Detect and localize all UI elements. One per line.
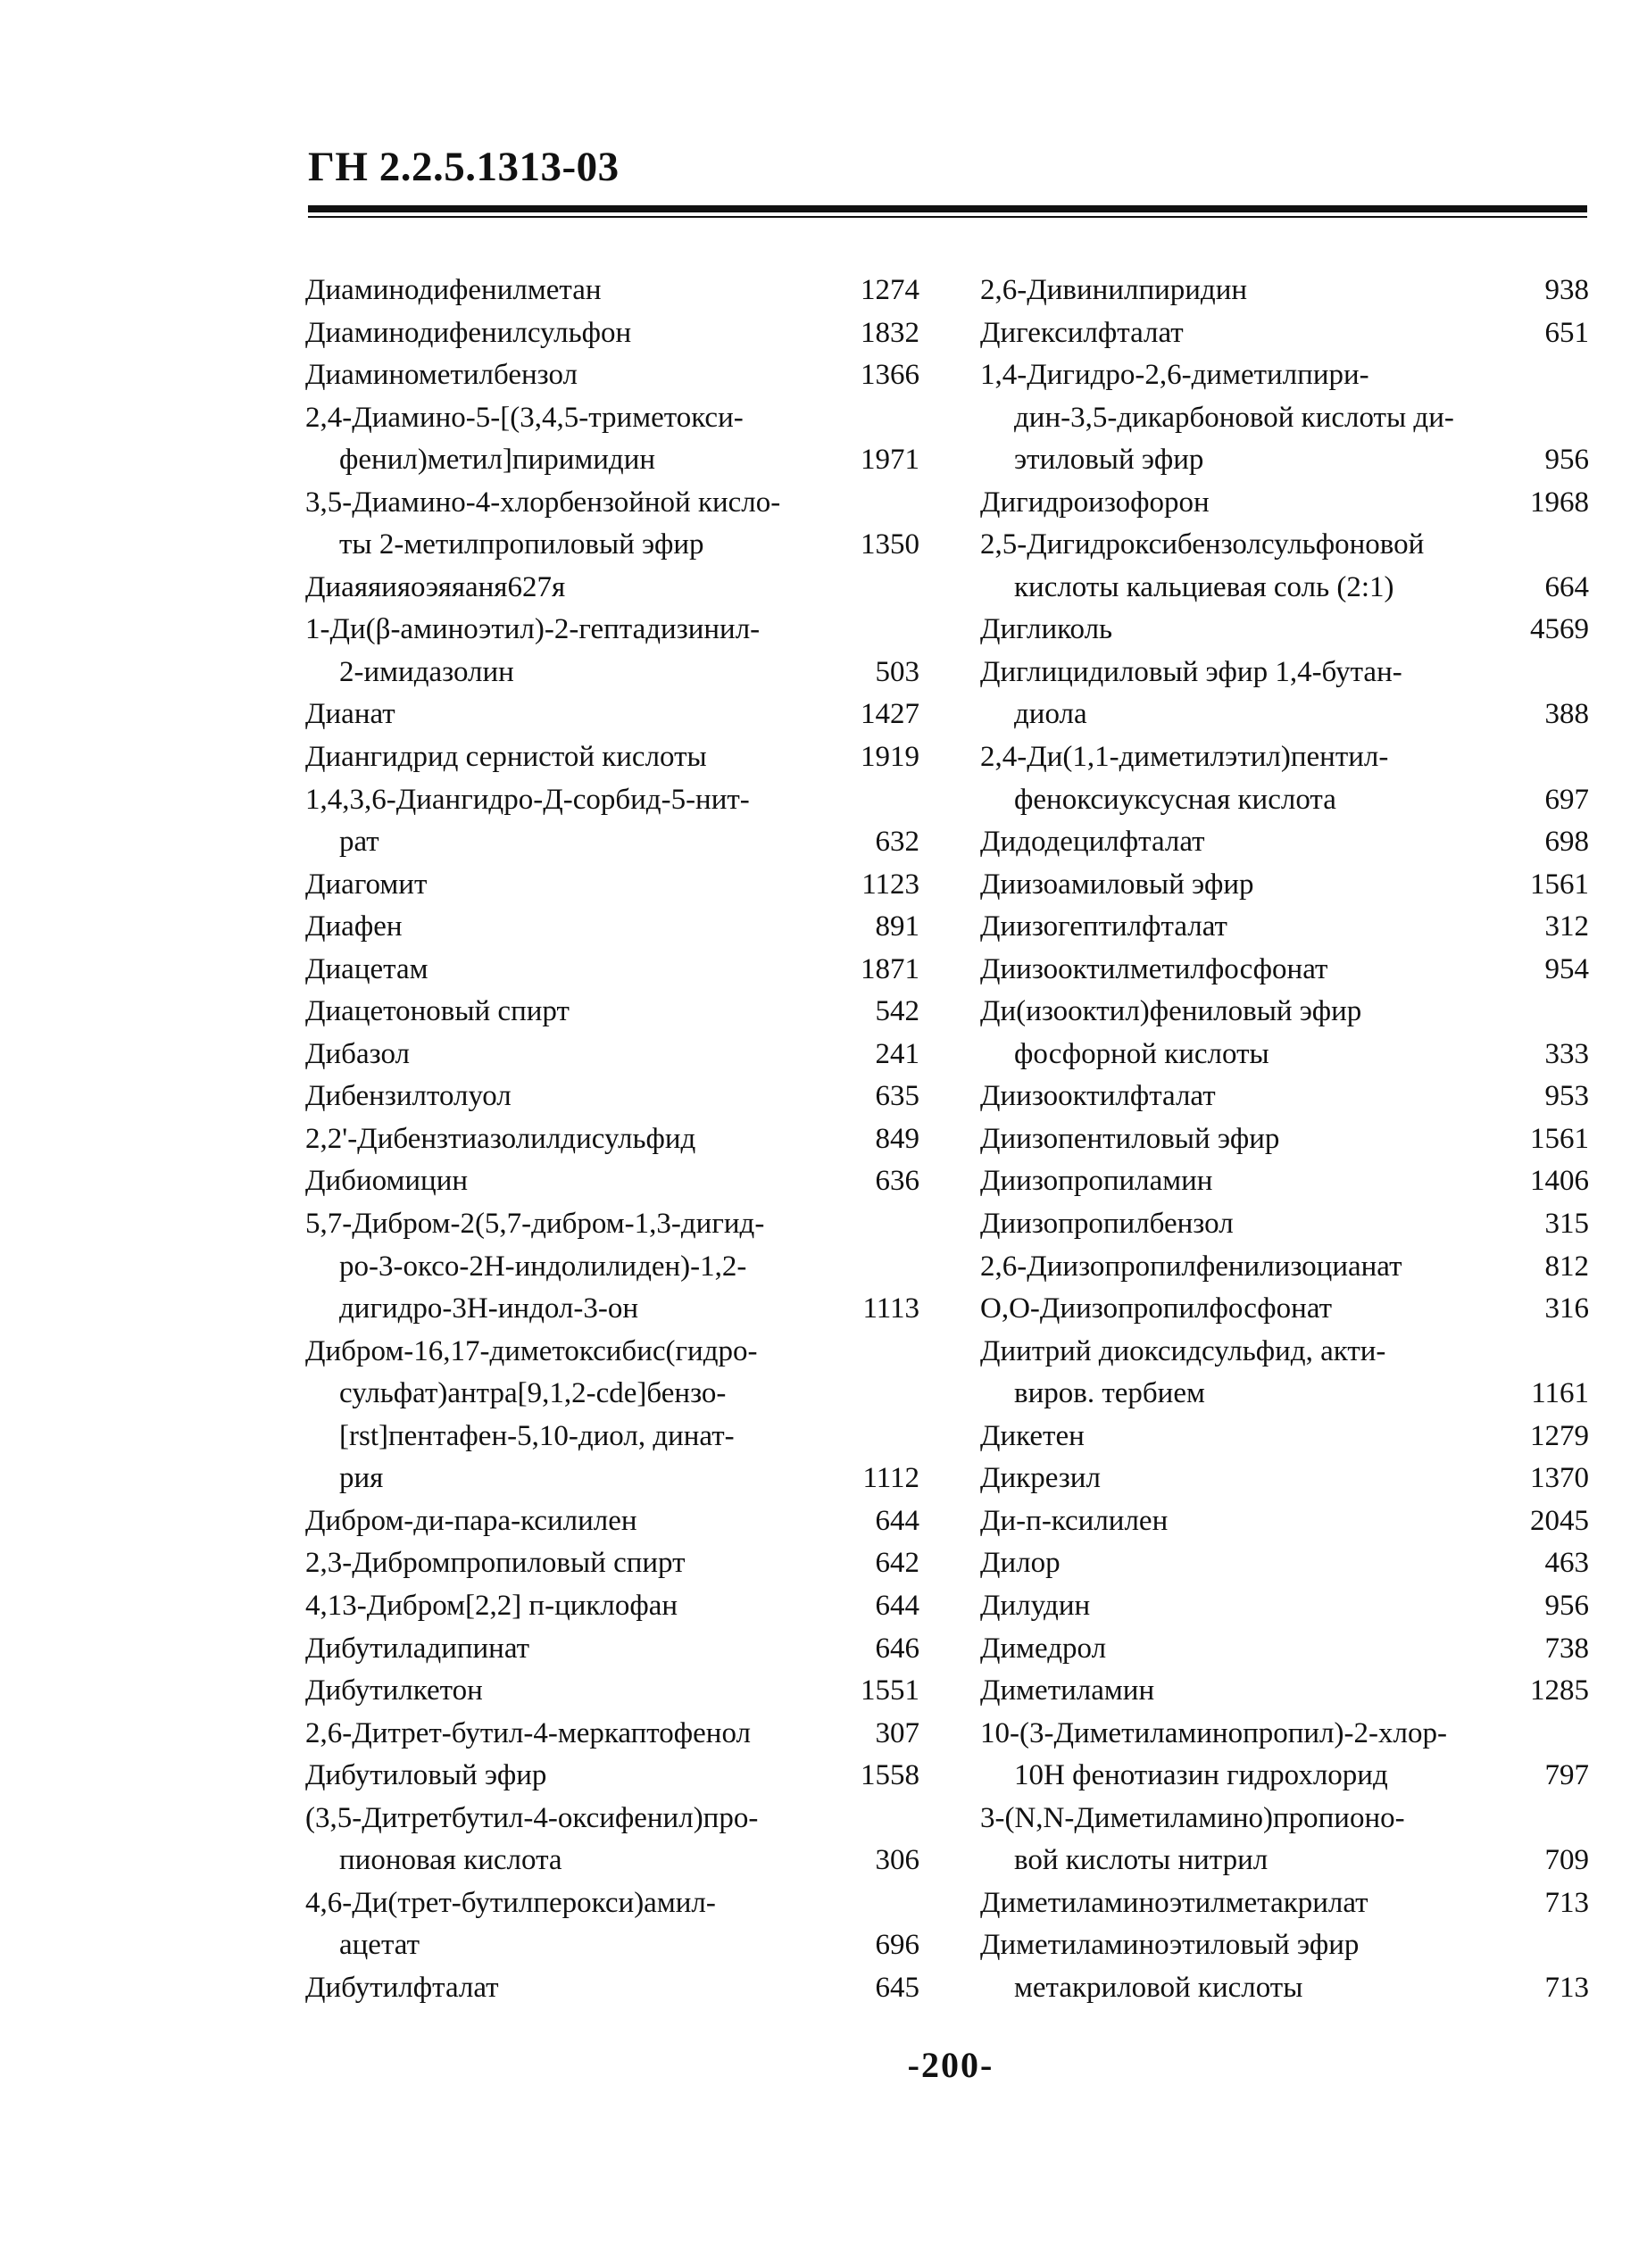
index-entry: [305, 949, 919, 992]
entry-page-number: 307: [875, 1716, 919, 1749]
entry-term: Дианат: [305, 698, 395, 731]
entry-term: 2,6-Дитрет-бутил-4-меркаптофенол: [305, 1716, 751, 1749]
entry-line: [305, 1882, 919, 1925]
entry-line: [980, 1373, 1589, 1416]
entry-page-number: 388: [1544, 698, 1589, 731]
index-entry: [980, 1331, 1589, 1416]
entry-page-number: 954: [1544, 952, 1589, 985]
entry-line: [305, 312, 919, 355]
index-entry: [980, 736, 1589, 821]
entry-line: [305, 906, 919, 949]
entry-line: [305, 1798, 919, 1840]
entry-line: [980, 906, 1589, 949]
entry-term: Димедрол: [980, 1632, 1107, 1665]
page-number: -200-: [907, 2045, 994, 2085]
index-entry: [305, 1628, 919, 1671]
index-entry: [980, 1458, 1589, 1500]
entry-line: [980, 524, 1589, 567]
entry-page-number: 891: [875, 910, 919, 943]
index-entry: [305, 567, 919, 610]
entry-line: [305, 609, 919, 652]
entry-page-number: 1366: [861, 359, 919, 392]
entry-line: [980, 1288, 1589, 1331]
entry-line: [980, 864, 1589, 907]
index-entry: [980, 609, 1589, 652]
entry-term: рат: [339, 826, 379, 859]
entry-line: [980, 949, 1589, 992]
entry-term: Диангидрид сернистой кислоты: [305, 741, 707, 774]
entry-term: Дибутилфталат: [305, 1971, 499, 2004]
entry-page-number: 315: [1544, 1208, 1589, 1241]
entry-page-number: 1274: [861, 274, 919, 306]
entry-term: Дигидроизофорон: [980, 486, 1210, 519]
index-entry: [305, 1203, 919, 1331]
entry-term: Диглицидиловый эфир 1,4-бутан-: [980, 655, 1402, 688]
entry-line: [305, 524, 919, 567]
entry-term: Диметиламиноэтилметакрилат: [980, 1886, 1368, 1919]
index-entry: [305, 609, 919, 694]
entry-line: [980, 1882, 1589, 1925]
entry-line: [980, 1246, 1589, 1289]
entry-page-number: 644: [875, 1589, 919, 1622]
entry-term: ты 2-метилпропиловый эфир: [339, 528, 704, 561]
index-entry: [980, 354, 1589, 482]
entry-term: 2-имидазолин: [339, 655, 514, 688]
entry-term: Диаяяияоэяяаня627я: [305, 570, 566, 603]
entry-line: [980, 439, 1589, 482]
entry-line: [980, 736, 1589, 779]
entry-term: 2,6-Дивинилпиридин: [980, 274, 1248, 306]
index-entry: [980, 270, 1589, 312]
entry-term: 10Н фенотиазин гидрохлорид: [1014, 1759, 1388, 1792]
entry-line: [980, 482, 1589, 525]
entry-line: [980, 1713, 1589, 1756]
entry-term: Ди-п-ксилилен: [980, 1504, 1169, 1537]
entry-line: [980, 1416, 1589, 1458]
entry-line: [305, 1924, 919, 1967]
index-entry: [305, 736, 919, 779]
entry-term: фосфорной кислоты: [1014, 1037, 1269, 1070]
entry-term: 1,4,3,6-Диангидро-Д-сорбид-5-нит-: [305, 783, 750, 816]
index-entry: [980, 1076, 1589, 1118]
entry-line: [980, 1585, 1589, 1628]
entry-term: Диаминодифенилсульфон: [305, 316, 632, 349]
entry-line: [980, 652, 1589, 694]
entry-page-number: 709: [1544, 1844, 1589, 1877]
entry-term: ацетат: [339, 1929, 420, 1962]
entry-term: 4,6-Ди(трет-бутилперокси)амил-: [305, 1886, 716, 1919]
entry-term: Дибутиладипинат: [305, 1632, 530, 1665]
entry-line: [980, 1203, 1589, 1246]
index-entry: [980, 1203, 1589, 1246]
entry-line: [980, 821, 1589, 864]
entry-term: 10-(3-Диметиламинопропил)-2-хлор-: [980, 1716, 1447, 1749]
entry-page-number: 713: [1544, 1971, 1589, 2004]
index-entry: [305, 906, 919, 949]
entry-term: 1,4-Дигидро-2,6-диметилпири-: [980, 359, 1369, 392]
entry-line: [305, 1967, 919, 2010]
entry-line: [980, 694, 1589, 736]
entry-term: Дибром-16,17-диметоксибис(гидро-: [305, 1334, 758, 1367]
entry-page-number: 651: [1544, 316, 1589, 349]
entry-line: [305, 567, 919, 610]
entry-line: [980, 1458, 1589, 1500]
entry-page-number: 738: [1544, 1632, 1589, 1665]
entry-line: [980, 1160, 1589, 1203]
entry-page-number: 645: [875, 1971, 919, 2004]
entry-line: [305, 1331, 919, 1374]
entry-line: [305, 1542, 919, 1585]
entry-term: Дибензилтолуол: [305, 1080, 512, 1113]
entry-term: 2,2'-Дибензтиазолилдисульфид: [305, 1122, 696, 1155]
index-entry: [980, 312, 1589, 355]
entry-page-number: 644: [875, 1504, 919, 1537]
entry-line: [305, 1458, 919, 1500]
entry-page-number: 849: [875, 1122, 919, 1155]
index-entry: [980, 1160, 1589, 1203]
entry-term: виров. тербием: [1014, 1377, 1205, 1410]
entry-line: [305, 1118, 919, 1161]
entry-term: Дидодецилфталат: [980, 826, 1205, 859]
entry-line: [305, 1160, 919, 1203]
entry-term: Дилор: [980, 1547, 1061, 1580]
entry-term: Дилудин: [980, 1589, 1091, 1622]
index-entry: [305, 864, 919, 907]
entry-line: [980, 1500, 1589, 1543]
index-entry: [305, 1798, 919, 1882]
entry-page-number: 646: [875, 1632, 919, 1665]
entry-page-number: 956: [1544, 1589, 1589, 1622]
index-entry: [980, 1500, 1589, 1543]
index-entry: [305, 1585, 919, 1628]
index-entry: [980, 524, 1589, 609]
index-entry: [980, 864, 1589, 907]
entry-page-number: 463: [1544, 1547, 1589, 1580]
entry-page-number: 306: [875, 1844, 919, 1877]
entry-page-number: 1871: [861, 952, 919, 985]
entry-term: Дикетен: [980, 1419, 1085, 1452]
entry-page-number: 333: [1544, 1037, 1589, 1070]
entry-term: Дибром-ди-пара-ксилилен: [305, 1504, 637, 1537]
entry-term: Диизоамиловый эфир: [980, 868, 1254, 901]
index-entry: [305, 779, 919, 864]
entry-page-number: 503: [875, 655, 919, 688]
entry-term: Диметиламиноэтиловый эфир: [980, 1929, 1360, 1962]
entry-term: 2,4-Диамино-5-[(3,4,5-триметокси-: [305, 401, 744, 434]
entry-page-number: 1406: [1530, 1165, 1589, 1198]
index-entry: [305, 991, 919, 1034]
index-entry: [305, 1542, 919, 1585]
entry-term: рия: [339, 1462, 384, 1495]
index-entry: [305, 482, 919, 567]
entry-page-number: 4569: [1530, 613, 1589, 646]
entry-term: О,О-Диизопропилфосфонат: [980, 1292, 1333, 1325]
header-rule-thick: [308, 205, 1587, 212]
entry-page-number: 938: [1544, 274, 1589, 306]
entry-term: 2,4-Ди(1,1-диметилэтил)пентил-: [980, 741, 1389, 774]
entry-line: [305, 1670, 919, 1713]
entry-term: 4,13-Дибром[2,2] п-циклофан: [305, 1589, 678, 1622]
entry-line: [980, 1967, 1589, 2010]
entry-line: [305, 354, 919, 397]
entry-line: [980, 1924, 1589, 1967]
entry-page-number: 1370: [1530, 1462, 1589, 1495]
entry-line: [305, 1585, 919, 1628]
index-entry: [980, 652, 1589, 736]
entry-page-number: 698: [1544, 826, 1589, 859]
index-entry: [980, 1585, 1589, 1628]
entry-page-number: 1113: [862, 1292, 919, 1325]
index-entry: [305, 694, 919, 736]
index-entry: [980, 949, 1589, 992]
entry-page-number: 1279: [1530, 1419, 1589, 1452]
entry-term: ро-3-оксо-2Н-индолилиден)-1,2-: [339, 1250, 747, 1283]
index-entry: [980, 1542, 1589, 1585]
index-entry: [980, 1628, 1589, 1671]
index-entry: [980, 991, 1589, 1076]
entry-page-number: 241: [875, 1037, 919, 1070]
entry-term: Дигексилфталат: [980, 316, 1184, 349]
entry-term: Диизооктилметилфосфонат: [980, 952, 1328, 985]
index-entry: [980, 1416, 1589, 1458]
entry-page-number: 642: [875, 1547, 919, 1580]
entry-line: [980, 1331, 1589, 1374]
entry-term: фенил)метил]пиримидин: [339, 444, 656, 477]
entry-page-number: 713: [1544, 1886, 1589, 1919]
entry-line: [305, 1755, 919, 1798]
entry-term: Диизогептилфталат: [980, 910, 1227, 943]
index-entry: [305, 1118, 919, 1161]
entry-line: [305, 736, 919, 779]
index-entry: [980, 1118, 1589, 1161]
entry-term: 2,5-Дигидроксибензолсульфоновой: [980, 528, 1425, 561]
entry-line: [305, 864, 919, 907]
entry-page-number: 664: [1544, 570, 1589, 603]
index-entry: [305, 1967, 919, 2010]
index-entry: [305, 270, 919, 312]
entry-line: [305, 1840, 919, 1882]
entry-line: [305, 1628, 919, 1671]
entry-line: [980, 609, 1589, 652]
index-entry: [305, 312, 919, 355]
entry-line: [980, 1755, 1589, 1798]
entry-line: [980, 270, 1589, 312]
entry-term: кислоты кальциевая соль (2:1): [1014, 570, 1394, 603]
entry-line: [980, 1670, 1589, 1713]
entry-page-number: 1285: [1530, 1674, 1589, 1707]
entry-page-number: 1968: [1530, 486, 1589, 519]
index-entry: [980, 1246, 1589, 1289]
entry-page-number: 1161: [1531, 1377, 1589, 1410]
entry-term: Диизопропилбензол: [980, 1208, 1234, 1241]
entry-line: [980, 1542, 1589, 1585]
entry-term: дин-3,5-дикарбоновой кислоты ди-: [1014, 401, 1454, 434]
entry-line: [980, 354, 1589, 397]
entry-term: Диаминодифенилметан: [305, 274, 602, 306]
entry-line: [305, 1288, 919, 1331]
entry-page-number: 697: [1544, 783, 1589, 816]
entry-term: Дибутилкетон: [305, 1674, 483, 1707]
entry-line: [305, 1076, 919, 1118]
entry-term: феноксиуксусная кислота: [1014, 783, 1336, 816]
entry-term: Дикрезил: [980, 1462, 1101, 1495]
entry-term: сульфат)антра[9,1,2-cde]бензо-: [339, 1377, 727, 1410]
entry-term: 3,5-Диамино-4-хлорбензойной кисло-: [305, 486, 781, 519]
entry-line: [305, 1373, 919, 1416]
entry-line: [980, 397, 1589, 440]
entry-line: [305, 1034, 919, 1076]
entry-term: Диметиламин: [980, 1674, 1155, 1707]
entry-line: [305, 1246, 919, 1289]
entry-page-number: 635: [875, 1080, 919, 1113]
entry-line: [980, 567, 1589, 610]
entry-line: [980, 1840, 1589, 1882]
entry-page-number: 1551: [861, 1674, 919, 1707]
index-entry: [305, 1713, 919, 1756]
entry-term: Диацетам: [305, 952, 428, 985]
entry-term: 5,7-Дибром-2(5,7-дибром-1,3-дигид-: [305, 1208, 765, 1241]
entry-line: [305, 779, 919, 822]
index-entry: [305, 1331, 919, 1500]
index-entry: [980, 821, 1589, 864]
entry-page-number: 1350: [861, 528, 919, 561]
entry-page-number: 797: [1544, 1759, 1589, 1792]
entry-line: [305, 694, 919, 736]
entry-term: диола: [1014, 698, 1087, 731]
entry-page-number: 2045: [1530, 1504, 1589, 1537]
entry-line: [305, 1416, 919, 1458]
entry-page-number: 312: [1544, 910, 1589, 943]
entry-line: [305, 270, 919, 312]
entry-line: [305, 439, 919, 482]
entry-line: [980, 1076, 1589, 1118]
entry-term: Диагомит: [305, 868, 428, 901]
entry-page-number: 1112: [862, 1462, 919, 1495]
entry-term: [rst]пентафен-5,10-диол, динат-: [339, 1419, 735, 1452]
index-entry: [980, 1288, 1589, 1331]
index-entry: [305, 1755, 919, 1798]
entry-line: [305, 991, 919, 1034]
entry-term: вой кислоты нитрил: [1014, 1844, 1269, 1877]
entry-line: [980, 1628, 1589, 1671]
index-entry: [980, 1924, 1589, 2009]
index-entry: [305, 1670, 919, 1713]
entry-page-number: 812: [1544, 1250, 1589, 1283]
entry-line: [980, 312, 1589, 355]
entry-term: Дибиомицин: [305, 1165, 469, 1198]
index-entry: [305, 397, 919, 482]
entry-term: Дибазол: [305, 1037, 410, 1070]
entry-page-number: 1558: [861, 1759, 919, 1792]
entry-page-number: 636: [875, 1165, 919, 1198]
entry-term: метакриловой кислоты: [1014, 1971, 1303, 2004]
entry-page-number: 1427: [861, 698, 919, 731]
entry-term: Диитрий диоксидсульфид, акти-: [980, 1334, 1386, 1367]
entry-term: дигидро-3Н-индол-3-он: [339, 1292, 639, 1325]
entry-page-number: 1971: [861, 444, 919, 477]
entry-term: Диизопентиловый эфир: [980, 1122, 1280, 1155]
entry-page-number: 632: [875, 826, 919, 859]
entry-line: [980, 1798, 1589, 1840]
entry-line: [305, 1500, 919, 1543]
index-entry: [980, 906, 1589, 949]
left-index-column: [305, 270, 919, 2009]
index-entry: [980, 1798, 1589, 1882]
entry-term: Диацетоновый спирт: [305, 995, 570, 1028]
entry-page-number: 542: [875, 995, 919, 1028]
entry-term: 2,6-Диизопропилфенилизоцианат: [980, 1250, 1402, 1283]
index-entry: [305, 1076, 919, 1118]
entry-term: Диизооктилфталат: [980, 1080, 1216, 1113]
entry-page-number: 956: [1544, 444, 1589, 477]
entry-term: этиловый эфир: [1014, 444, 1204, 477]
entry-term: 3-(N,N-Диметиламино)пропионо-: [980, 1801, 1405, 1834]
entry-page-number: 953: [1544, 1080, 1589, 1113]
page-header-title: ГН 2.2.5.1313-03: [308, 144, 620, 190]
entry-page-number: 696: [875, 1929, 919, 1962]
entry-line: [305, 1203, 919, 1246]
index-entry: [980, 1713, 1589, 1798]
index-entry: [980, 1882, 1589, 1925]
index-entry: [305, 1160, 919, 1203]
index-entry: [980, 482, 1589, 525]
entry-line: [980, 779, 1589, 822]
entry-page-number: 1832: [861, 316, 919, 349]
right-index-column: [980, 270, 1589, 2009]
entry-term: пионовая кислота: [339, 1844, 562, 1877]
entry-page-number: 1123: [861, 868, 919, 901]
entry-term: Диаминометилбензол: [305, 359, 578, 392]
entry-term: Дигликоль: [980, 613, 1113, 646]
entry-term: Диафен: [305, 910, 403, 943]
entry-line: [980, 991, 1589, 1034]
entry-page-number: 316: [1544, 1292, 1589, 1325]
entry-term: 1-Ди(β-аминоэтил)-2-гептадизинил-: [305, 613, 761, 646]
entry-line: [305, 821, 919, 864]
index-entry: [305, 1500, 919, 1543]
entry-page-number: 1919: [861, 741, 919, 774]
index-entry: [305, 1882, 919, 1967]
entry-term: (3,5-Дитретбутил-4-оксифенил)про-: [305, 1801, 759, 1834]
entry-term: Дибутиловый эфир: [305, 1759, 547, 1792]
entry-line: [305, 949, 919, 992]
entry-page-number: 1561: [1530, 868, 1589, 901]
header-rule-thin: [308, 216, 1587, 218]
entry-page-number: 1561: [1530, 1122, 1589, 1155]
entry-term: Ди(изооктил)фениловый эфир: [980, 995, 1362, 1028]
index-entry: [305, 1034, 919, 1076]
index-entry: [305, 354, 919, 397]
entry-term: 2,3-Дибромпропиловый спирт: [305, 1547, 686, 1580]
entry-line: [980, 1118, 1589, 1161]
entry-line: [305, 482, 919, 525]
entry-term: Диизопропиламин: [980, 1165, 1213, 1198]
entry-line: [305, 397, 919, 440]
entry-line: [980, 1034, 1589, 1076]
entry-line: [305, 1713, 919, 1756]
entry-line: [305, 652, 919, 694]
index-entry: [980, 1670, 1589, 1713]
